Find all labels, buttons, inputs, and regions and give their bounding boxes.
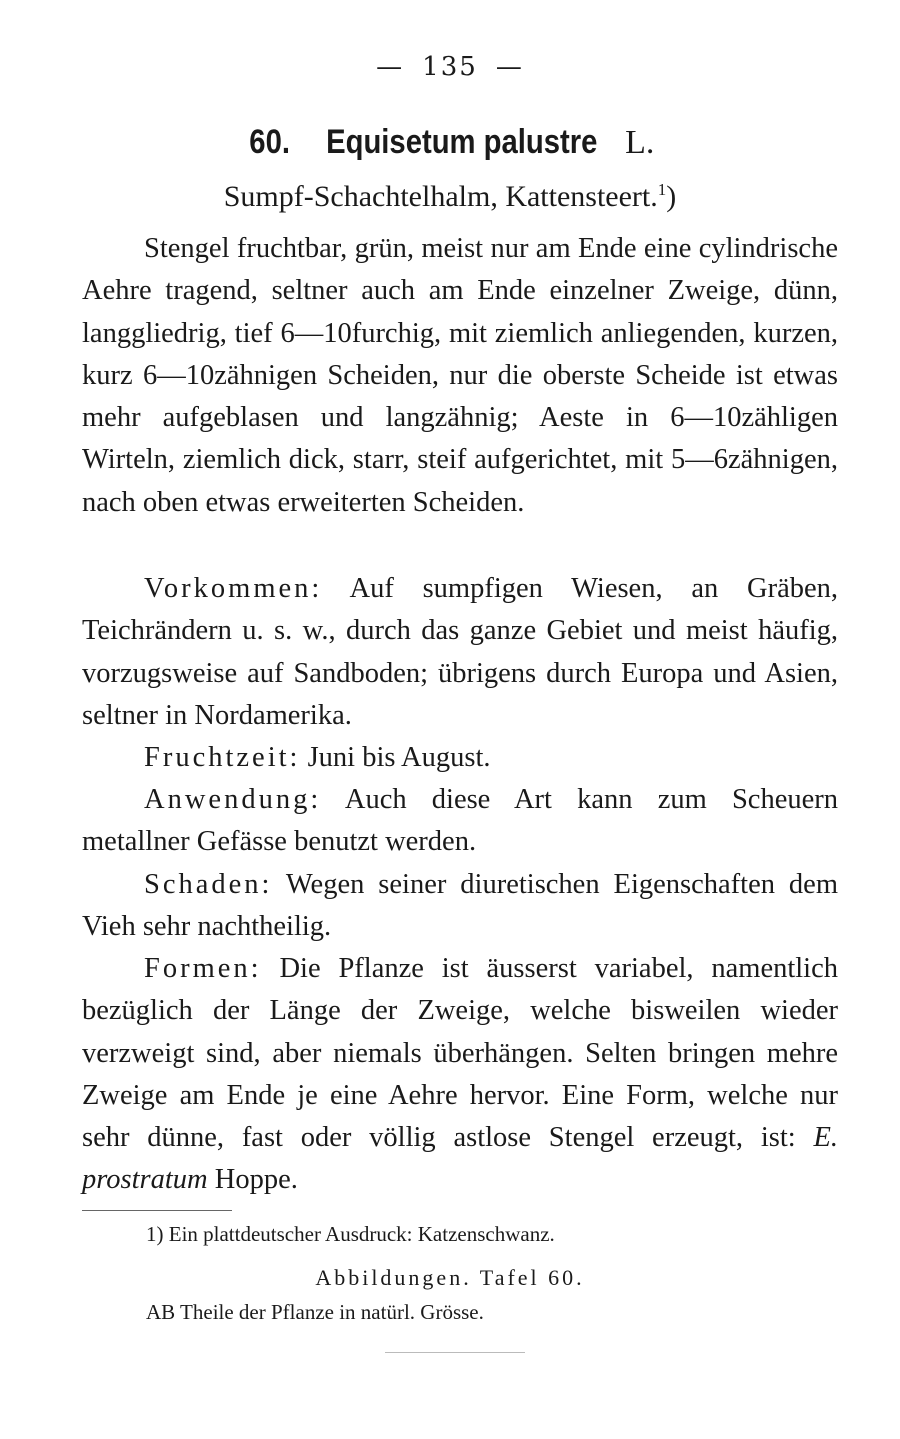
illustrations-description: AB Theile der Pflanze in natürl. Grösse. xyxy=(146,1300,484,1324)
illustrations-title: Abbildungen. Tafel 60. xyxy=(315,1265,585,1290)
schaden-text: Wegen seiner diuretischen Eigenschaften dem Vieh sehr nachtheilig. xyxy=(82,869,838,943)
vorkommen-text: Auf sumpfigen Wiesen, an Gräben, Teichrändern u. s. w., durch das ganze Gebiet und meist häufig, vorzugsweise auf Sandboden; übrigens durch Europa und Asien, seltner in Nordamerika. xyxy=(82,573,838,731)
fruchtzeit-label: Fruchtzeit: xyxy=(144,742,301,773)
formen-label: Formen: xyxy=(144,953,262,984)
footnote: 1) Ein plattdeutscher Ausdruck: Katzenschwanz. xyxy=(146,1222,555,1246)
formen-species: E. prostratum xyxy=(82,1122,838,1196)
page-number: 135 xyxy=(422,52,478,82)
formen-text: Die Pflanze ist äusserst variabel, namentlich bezüglich der Länge der Zweige, welche bisweilen wieder verzweigt sind, aber niemals überhängen. Selten bringen mehre Zweige am Ende je eine Aehre hervor. Eine Form, welche nur sehr dünne, fast oder völlig astlose Stengel erzeugt, ist: xyxy=(82,953,838,1154)
schaden-paragraph xyxy=(82,864,838,949)
formen-paragraph xyxy=(82,948,838,1202)
anwendung-label: Anwendung: xyxy=(144,784,322,815)
bottom-divider xyxy=(385,1352,525,1353)
species-name: Equisetum palustre xyxy=(325,123,598,161)
footnote-divider xyxy=(82,1210,232,1211)
vorkommen-label: Vorkommen: xyxy=(144,573,323,604)
anwendung-paragraph xyxy=(82,779,838,864)
page-number-dash-left: — xyxy=(376,52,405,82)
formen-author: Hoppe. xyxy=(214,1164,298,1196)
page-number-line xyxy=(0,52,900,82)
common-names-text: Sumpf-Schachtelhalm, Kattensteert. xyxy=(223,180,658,213)
anwendung-text: Auch diese Art kann zum Scheuern metallner Gefässe benutzt werden. xyxy=(82,784,838,858)
description-text: Stengel fruchtbar, grün, meist nur am Ende eine cylindrische Aehre tragend, seltner auch am Ende einzelner Zweige, dünn, langgliedrig, tief 6—10furchig, mit ziemlich anliegenden, kurzen, kurz 6—10zähnigen Scheiden, nur die oberste Scheide ist etwas mehr aufgeblasen und langzähnig; Aeste in 6—10zähligen Wirteln, ziemlich dick, starr, steif aufgerichtet, mit 5—6zähnigen, nach oben etwas erweiterten Scheiden. xyxy=(82,233,838,518)
species-heading xyxy=(0,122,900,162)
common-names-closing: ) xyxy=(666,180,677,213)
footnote-ref: 1 xyxy=(657,180,667,199)
page-number-dash-right: — xyxy=(495,52,524,82)
vorkommen-paragraph xyxy=(82,568,838,737)
common-names xyxy=(0,180,900,214)
description-paragraph xyxy=(82,228,838,524)
species-author: L. xyxy=(625,124,655,161)
fruchtzeit-text: Juni bis August. xyxy=(307,742,491,773)
fruchtzeit-paragraph xyxy=(82,737,838,779)
schaden-label: Schaden: xyxy=(144,869,273,900)
species-number: 60. xyxy=(248,123,290,161)
